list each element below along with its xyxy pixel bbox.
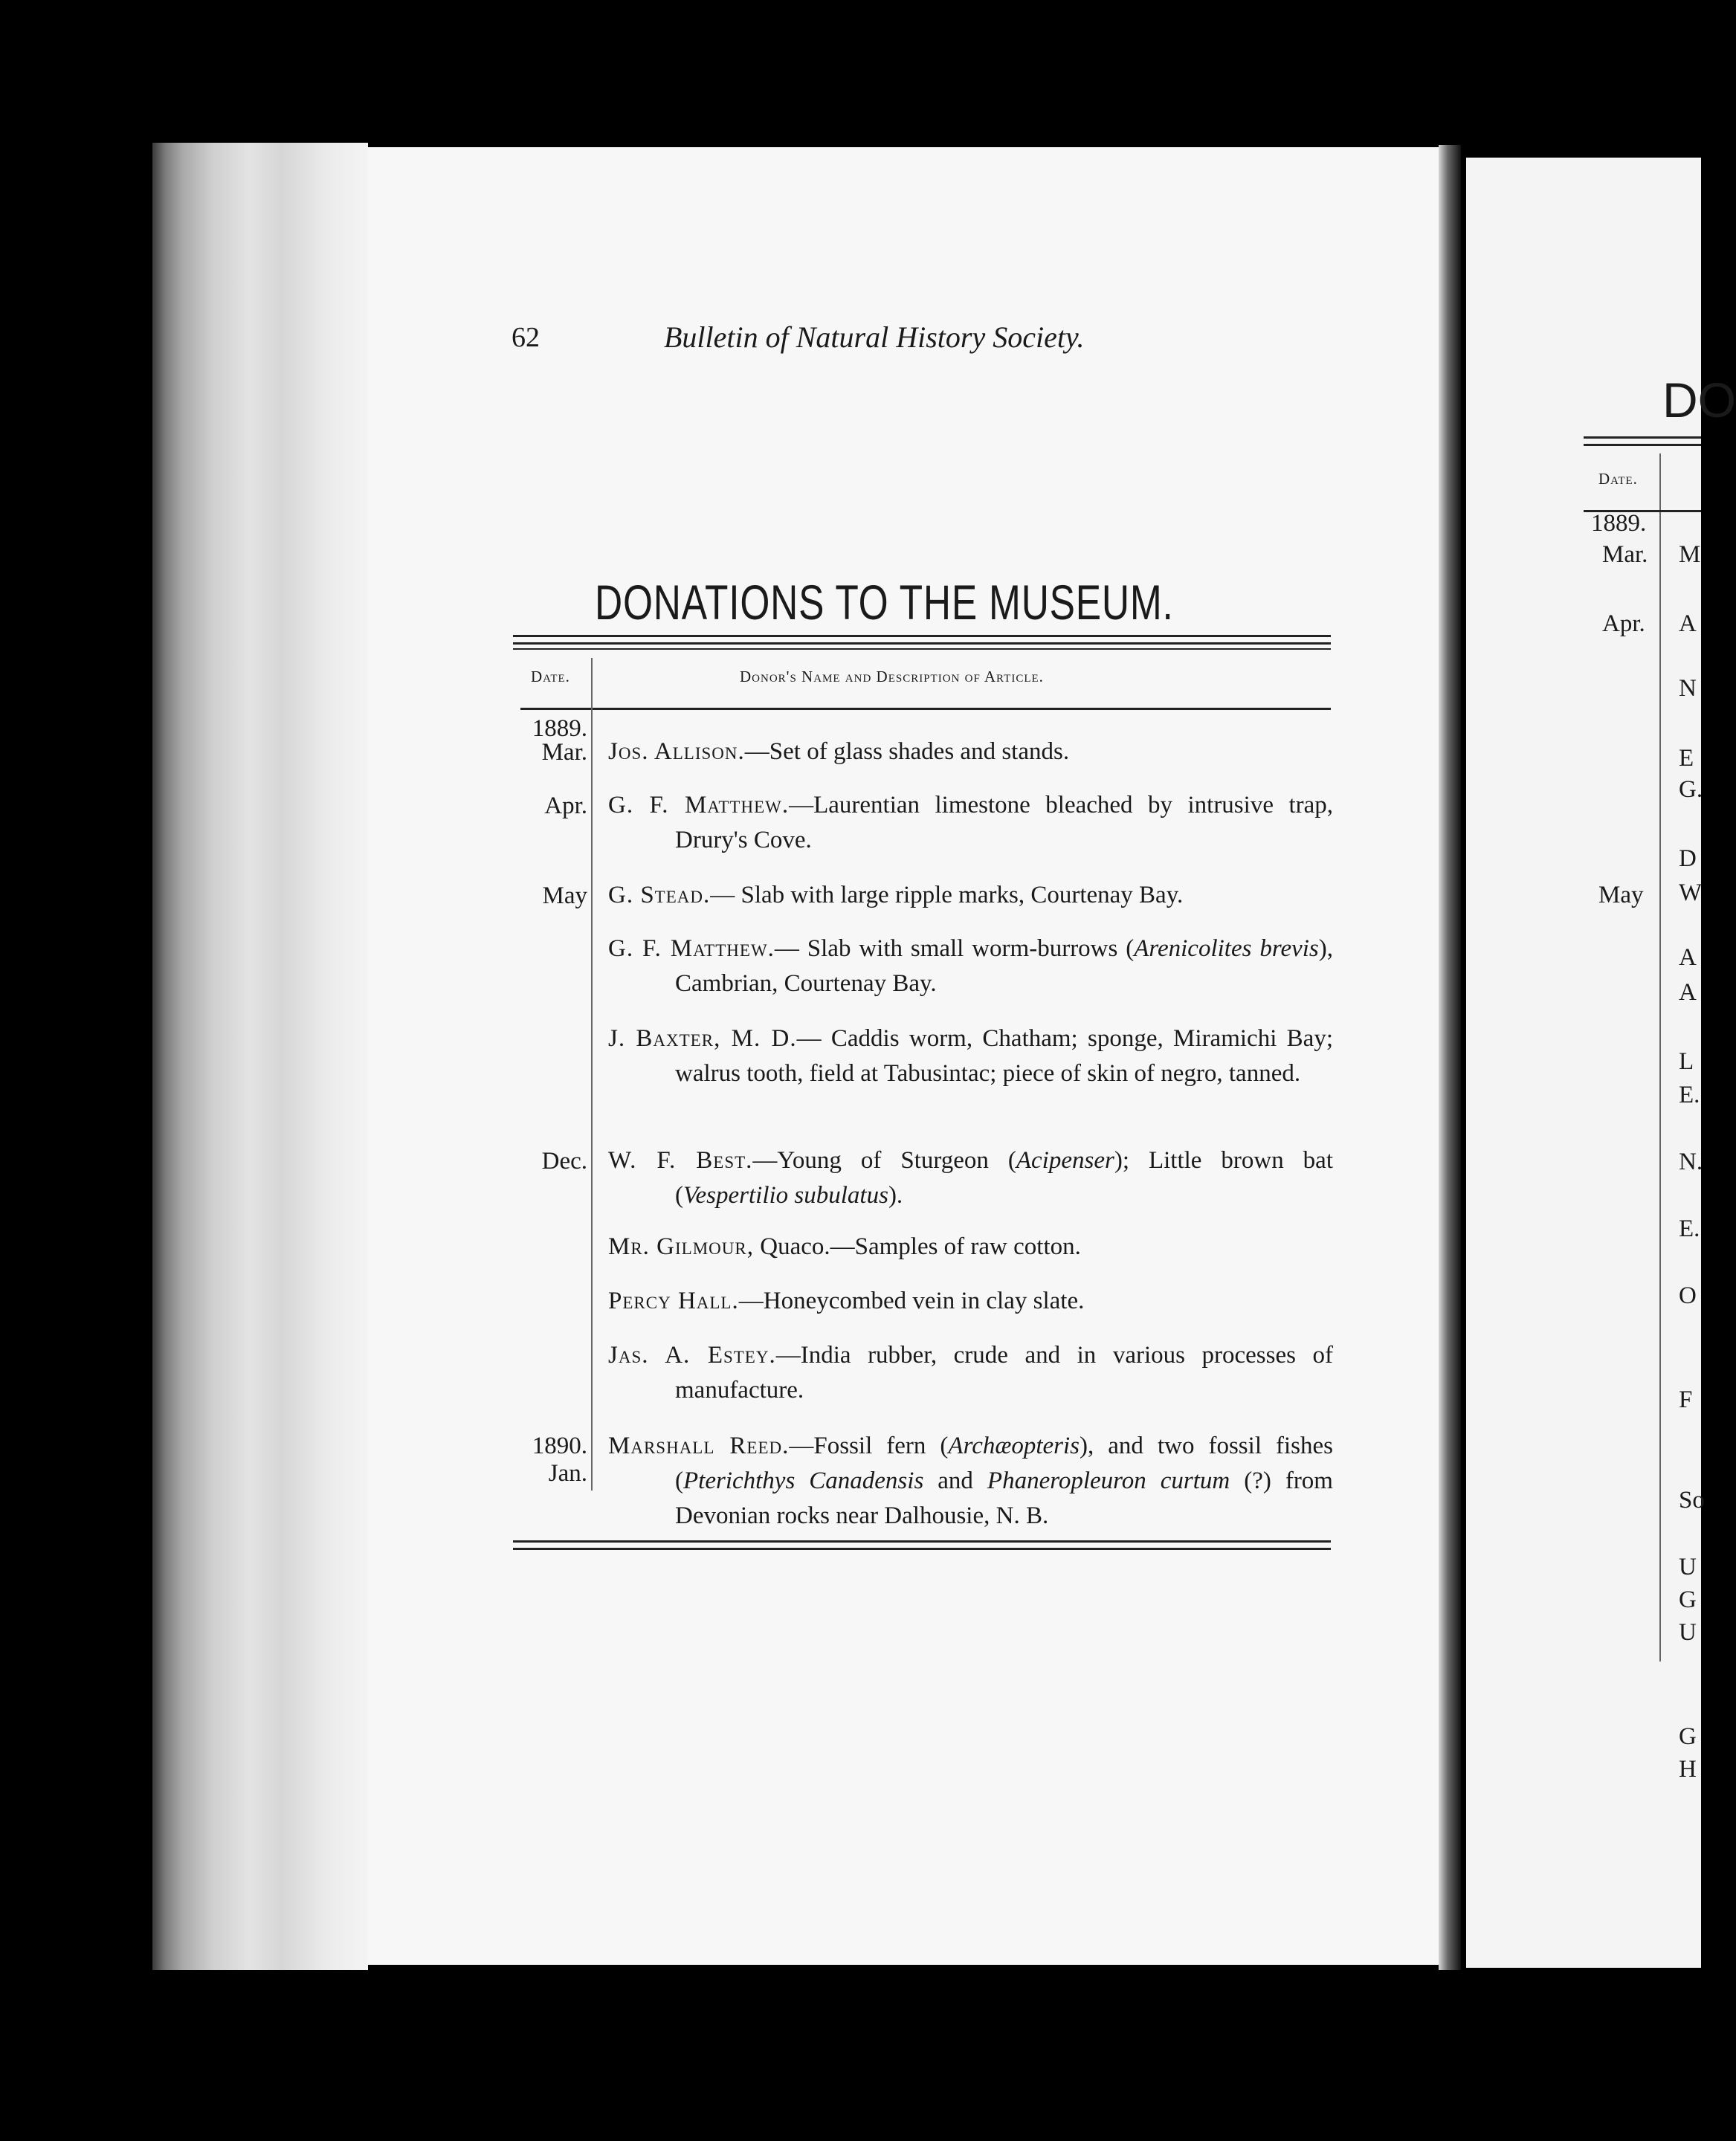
entry-baxter: J. Baxter, M. D.— Caddis worm, Chatham; sponge, Miramichi Bay; walrus tooth, field at Tabusintac; piece of skin of negro, tanned. — [608, 1025, 1333, 1087]
right-letter-5: G. — [1679, 776, 1703, 803]
entry-matthew-1: G. F. Matthew.—Laurentian limestone bleached by intrusive trap, Drury's Cove. — [608, 792, 1333, 853]
entry-gilmour: Mr. Gilmour, Quaco.—Samples of raw cotton. — [608, 1233, 1081, 1260]
header-rule — [520, 708, 1331, 710]
column-header-description: Donor's Name and Description of Article. — [740, 668, 1044, 685]
right-letter-17: U — [1679, 1554, 1697, 1580]
right-letter-11: E. — [1679, 1082, 1700, 1108]
right-date-1889: 1889. — [1591, 510, 1647, 537]
book-page-edges — [152, 143, 368, 1970]
right-letter-16: So — [1679, 1487, 1705, 1514]
right-date-mar: Mar. — [1602, 541, 1648, 568]
right-letter-9: A — [1679, 979, 1697, 1006]
right-letter-8: A — [1679, 944, 1697, 971]
right-letter-3: N — [1679, 675, 1697, 702]
right-letter-7: W — [1679, 879, 1703, 906]
right-page-date-header: Date. — [1598, 470, 1638, 488]
right-letter-21: H — [1679, 1756, 1697, 1783]
bottom-double-rule — [513, 1540, 1331, 1543]
top-double-rule-3 — [513, 648, 1331, 650]
right-letter-4: E — [1679, 745, 1694, 772]
column-header-date: Date. — [531, 668, 570, 685]
right-page-column-divider — [1659, 453, 1661, 1662]
top-double-rule-2 — [513, 642, 1331, 645]
right-page — [1466, 158, 1701, 1968]
right-page-title-fragment: DO — [1662, 372, 1736, 427]
date-month-jan: Jan. — [548, 1460, 587, 1487]
date-month-mar: Mar. — [541, 739, 587, 766]
right-page-top-rule-2 — [1584, 444, 1701, 446]
date-month-apr: Apr. — [544, 792, 587, 819]
date-year-1889: 1889. — [532, 715, 587, 742]
right-letter-18: G — [1679, 1586, 1697, 1613]
column-divider — [591, 658, 593, 1491]
book-gutter — [1439, 145, 1461, 1970]
entry-hall: Percy Hall.—Honeycombed vein in clay slate. — [608, 1288, 1085, 1314]
right-letter-19: U — [1679, 1619, 1697, 1646]
entry-reed: Marshall Reed.—Fossil fern (Archæopteris), and two fossil fishes (Pterichthys Canadensis and Phaneropleuron curtum (?) from Devonian rocks near Dalhousie, N. B. — [608, 1433, 1333, 1529]
right-letter-10: L — [1679, 1048, 1694, 1075]
entry-best: W. F. Best.—Young of Sturgeon (Acipenser); Little brown bat (Vespertilio subulatus). — [608, 1147, 1333, 1209]
page-number: 62 — [512, 322, 540, 353]
right-date-may: May — [1598, 882, 1644, 908]
table-title: DONATIONS TO THE MUSEUM. — [595, 575, 1174, 630]
running-title: Bulletin of Natural History Society. — [664, 320, 1085, 354]
right-letter-14: O — [1679, 1282, 1697, 1309]
entry-matthew-2: G. F. Matthew.— Slab with small worm-burrows (Arenicolites brevis), Cambrian, Courtenay Bay. — [608, 935, 1333, 997]
right-page-top-rule — [1584, 436, 1701, 439]
right-letter-15: F — [1679, 1386, 1693, 1413]
top-double-rule — [513, 635, 1331, 637]
right-letter-12: N. — [1679, 1149, 1703, 1175]
right-letter-1: M — [1679, 541, 1701, 568]
entry-allison: Jos. Allison.—Set of glass shades and stands. — [608, 738, 1070, 765]
bottom-double-rule-2 — [513, 1548, 1331, 1550]
date-month-dec: Dec. — [541, 1148, 587, 1175]
date-year-1890: 1890. — [532, 1433, 587, 1459]
entry-estey: Jas. A. Estey.—India rubber, crude and in various processes of manufacture. — [608, 1342, 1333, 1404]
right-letter-13: E. — [1679, 1215, 1700, 1242]
date-month-may: May — [542, 882, 587, 909]
right-letter-20: G — [1679, 1723, 1697, 1750]
entry-stead: G. Stead.— Slab with large ripple marks, Courtenay Bay. — [608, 882, 1184, 908]
right-letter-6: D — [1679, 845, 1697, 872]
right-date-apr: Apr. — [1602, 610, 1645, 637]
right-letter-2: A — [1679, 610, 1697, 637]
